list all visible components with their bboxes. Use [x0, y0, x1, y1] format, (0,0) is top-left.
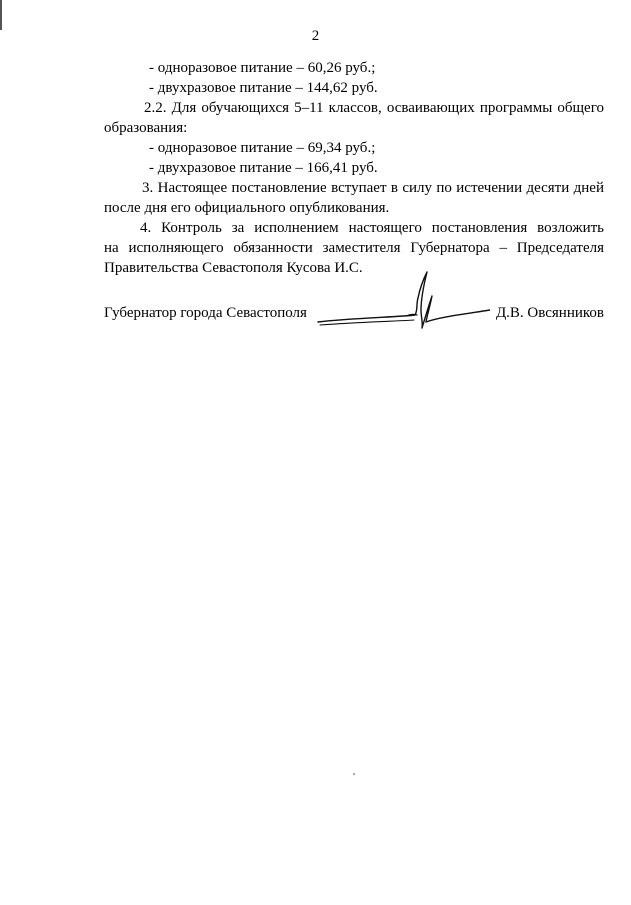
list-item-double-meal-price: - двухразовое питание – 144,62 руб. — [149, 80, 378, 96]
clause-3-text: 3. Настоящее постановление вступает в силу по истечении десяти дней — [142, 180, 604, 196]
list-item-double-meal-price-senior: - двухразовое питание – 166,41 руб. — [149, 160, 378, 176]
page-number: 2 — [311, 28, 320, 44]
document-body — [104, 58, 604, 278]
signatory-name: Д.В. Овсянников — [495, 305, 604, 321]
clause-4-continuation: на исполняющего обязанности заместителя Губернатора – Председателя — [104, 240, 604, 256]
clause-3-continuation: после дня его официального опубликования. — [104, 200, 390, 216]
clause-2-2-heading: 2.2. Для обучающихся 5–11 классов, осваивающих программы общего — [144, 100, 604, 116]
signature-block — [104, 303, 604, 327]
clause-4-text: 4. Контроль за исполнением настоящего постановления возложить — [140, 220, 604, 236]
clause-2-2-continuation: образования: — [104, 120, 188, 136]
clause-4-end: Правительства Севастополя Кусова И.С. — [104, 260, 363, 276]
scan-speck — [353, 773, 355, 775]
scan-edge-mark — [0, 0, 2, 30]
signatory-title: Губернатор города Севастополя — [104, 305, 307, 321]
list-item-single-meal-price: - одноразовое питание – 60,26 руб.; — [149, 60, 376, 76]
list-item-single-meal-price-senior: - одноразовое питание – 69,34 руб.; — [149, 140, 376, 156]
